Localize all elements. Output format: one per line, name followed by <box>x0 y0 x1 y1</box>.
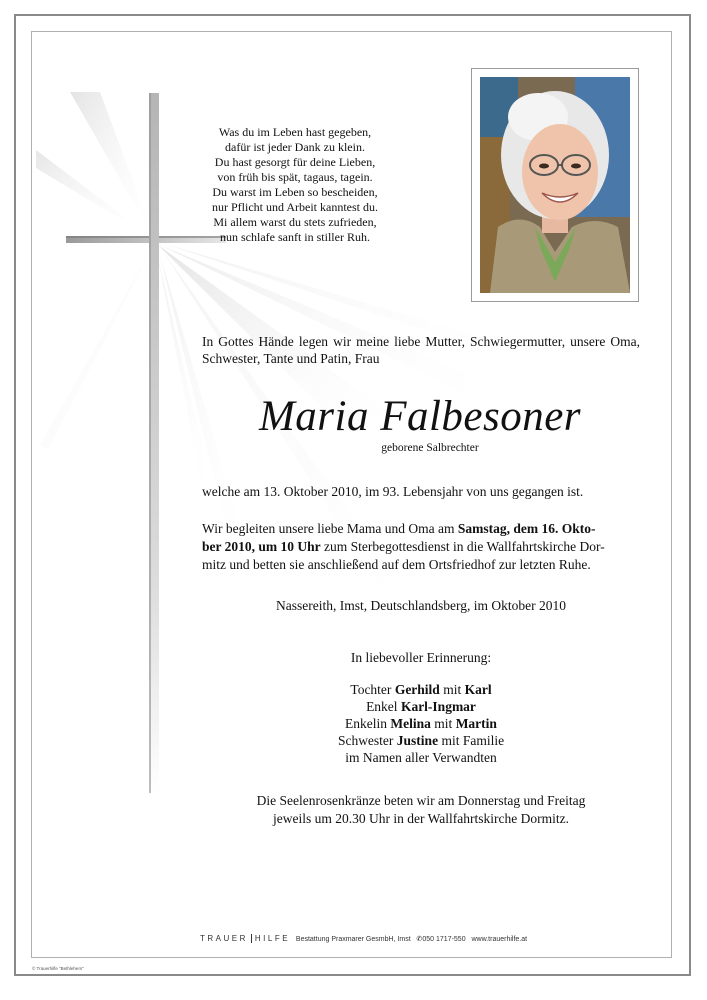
portrait-photo-frame <box>471 68 639 302</box>
phone-icon: ✆ <box>416 936 423 943</box>
maiden-name: geborene Salbrechter <box>381 442 479 454</box>
funeral-details <box>202 520 640 574</box>
place-date: Nassereith, Imst, Deutschlandsberg, im Oktober 2010 <box>276 598 566 613</box>
poem-line: Mi allem warst du stets zufrieden, <box>213 215 377 229</box>
funeral-text: Wir begleiten unsere liebe Mama und Oma am <box>202 521 458 536</box>
memory-heading: In liebevoller Erinnerung: <box>350 650 492 665</box>
footer <box>200 934 540 948</box>
portrait-photo <box>480 77 630 293</box>
poem-line: von früh bis spät, tagaus, tagein. <box>217 170 373 184</box>
funeral-text: zum Sterbegottesdienst in die Wallfahrtskirche Dor- <box>320 539 605 554</box>
rosary-notice <box>202 792 640 828</box>
poem-line: Was du im Leben hast gegeben, <box>218 125 372 139</box>
family-line: Schwester Justine mit Familie <box>337 733 505 748</box>
death-notice: welche am 13. Oktober 2010, im 93. Lebensjahr von uns gegangen ist. <box>202 484 584 499</box>
poem <box>195 125 395 245</box>
deceased-name: Maria Falbesoner <box>258 393 582 440</box>
poem-line: nun schlafe sanft in stiller Ruh. <box>220 230 370 244</box>
copyright: © Trauerhilfe "Bethlehem" <box>32 966 84 971</box>
family-line: im Namen aller Verwandten <box>345 750 497 765</box>
footer-phone: 050 1717-550 <box>422 936 466 943</box>
light-ray <box>70 92 155 240</box>
family-line: Enkel Karl-Ingmar <box>366 699 476 714</box>
footer-company: Bestattung Praxmarer GesmbH, Imst <box>295 936 411 943</box>
funeral-time: ber 2010, um 10 Uhr <box>202 539 321 554</box>
poem-line: Du hast gesorgt für deine Lieben, <box>214 155 376 169</box>
poem-line: Du warst im Leben so bescheiden, <box>212 185 378 199</box>
funeral-date: Samstag, dem 16. Okto- <box>457 521 596 536</box>
family-line: Tochter Gerhild mit Karl <box>350 682 492 697</box>
poem-line: nur Pflicht und Arbeit kanntest du. <box>212 200 378 214</box>
funeral-text: mitz und betten sie anschließend auf dem Ortsfriedhof zur letzten Ruhe. <box>202 557 591 572</box>
trauerhilfe-logo: TRAUER HILFE <box>200 934 291 943</box>
intro-text: In Gottes Hände legen wir meine liebe Mutter, Schwiegermutter, unsere Oma, Schwester, Tante und Patin, Frau <box>202 334 640 366</box>
light-ray <box>158 258 215 503</box>
poem-line: dafür ist jeder Dank zu klein. <box>225 140 365 154</box>
family-line: Enkelin Melina mit Martin <box>345 716 497 731</box>
rosary-line: Die Seelenrosenkränze beten wir am Donnerstag und Freitag <box>256 793 586 808</box>
light-ray <box>40 248 152 450</box>
rosary-line: jeweils um 20.30 Uhr in der Wallfahrtskirche Dormitz. <box>273 811 569 826</box>
footer-website[interactable]: www.trauerhilfe.at <box>471 936 528 943</box>
family-list <box>202 681 640 766</box>
